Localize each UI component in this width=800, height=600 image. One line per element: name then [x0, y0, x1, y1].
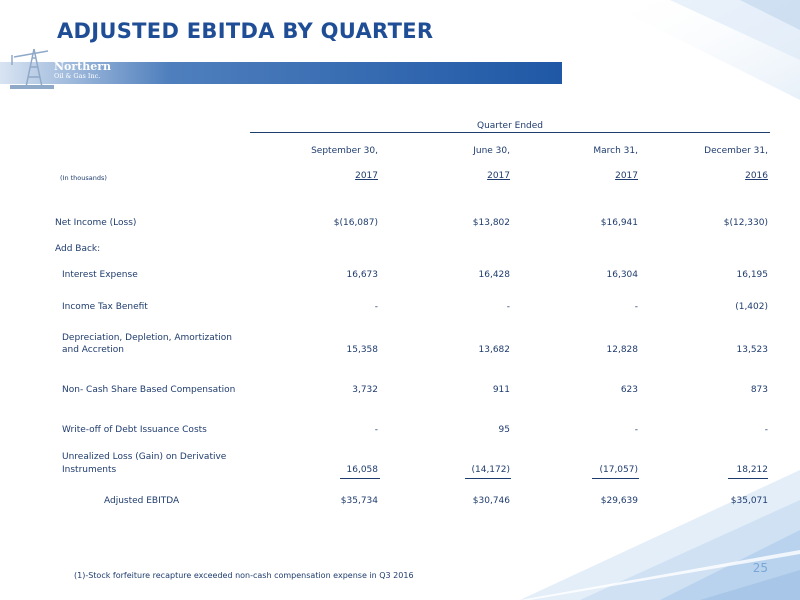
subtotal-rule [728, 478, 768, 479]
subtotal-rule [465, 478, 511, 479]
footnote: (1)-Stock forfeiture recapture exceeded non-cash compensation expense in Q3 2016 [74, 571, 414, 580]
row-label: Interest Expense [62, 270, 138, 280]
table-cell-total: $30,746 [472, 496, 510, 506]
logo-text [54, 61, 111, 80]
table-cell: 873 [750, 385, 768, 395]
table-cell: 16,304 [606, 270, 638, 280]
col-header-date: June 30, [473, 146, 510, 156]
row-label-total: Adjusted EBITDA [104, 496, 180, 506]
row-label: Non- Cash Share Based Compensation [62, 385, 236, 395]
table-cell: 16,058 [346, 465, 378, 475]
table-cell: $(16,087) [333, 218, 378, 228]
table-cell: $13,802 [472, 218, 510, 228]
table-cell: 13,523 [736, 345, 768, 355]
subtotal-rule [340, 478, 380, 479]
table-cell-total: $29,639 [600, 496, 638, 506]
col-header-year: 2017 [487, 171, 510, 181]
row-label: Unrealized Loss (Gain) on Derivative [62, 452, 227, 462]
row-label: Depreciation, Depletion, Amortization [62, 333, 232, 343]
table-cell: 18,212 [736, 465, 768, 475]
table-cell: 16,195 [736, 270, 768, 280]
col-header-date: September 30, [311, 146, 378, 156]
table-cell: 13,682 [478, 345, 510, 355]
table-cell: 623 [620, 385, 638, 395]
table-cell: (14,172) [471, 465, 510, 475]
table-cell: - [634, 425, 638, 435]
col-header-date: December 31, [704, 146, 768, 156]
slide-title: ADJUSTED EBITDA BY QUARTER [57, 19, 434, 43]
col-header-year: 2016 [745, 171, 768, 181]
table-cell: (1,402) [735, 302, 768, 312]
row-label: Net Income (Loss) [55, 218, 137, 228]
row-label: Income Tax Benefit [62, 302, 148, 312]
table-cell: 16,428 [478, 270, 510, 280]
col-header-date: March 31, [593, 146, 638, 156]
table-cell: - [374, 425, 378, 435]
table-cell: $16,941 [600, 218, 638, 228]
page-number: 25 [752, 561, 768, 575]
table-cell: 16,673 [346, 270, 378, 280]
table-cell: - [634, 302, 638, 312]
corner-graphic-top [560, 0, 800, 100]
table-cell: - [506, 302, 510, 312]
subtotal-rule [592, 478, 639, 479]
table-cell: 95 [498, 425, 510, 435]
table-cell: 15,358 [346, 345, 378, 355]
table-cell: - [374, 302, 378, 312]
table-cell: 12,828 [606, 345, 638, 355]
row-label: Add Back: [55, 244, 101, 254]
table-cell: 911 [492, 385, 510, 395]
col-header-year: 2017 [615, 171, 638, 181]
table-cell: (17,057) [599, 465, 638, 475]
row-label: Write-off of Debt Issuance Costs [62, 425, 207, 435]
quarter-header-rule [250, 132, 770, 133]
row-label: Instruments [62, 465, 117, 475]
col-header-year: 2017 [355, 171, 378, 181]
table-cell: $(12,330) [723, 218, 768, 228]
logo-subname: Oil & Gas Inc. [54, 72, 101, 80]
table-cell-total: $35,071 [730, 496, 768, 506]
table-cell: - [764, 425, 768, 435]
row-label: and Accretion [62, 345, 124, 355]
table-cell-total: $35,734 [340, 496, 378, 506]
units-label: (In thousands) [60, 174, 107, 182]
logo-name: Northern [54, 60, 112, 73]
quarter-ended-header: Quarter Ended [477, 121, 543, 131]
table-cell: 3,732 [352, 385, 378, 395]
